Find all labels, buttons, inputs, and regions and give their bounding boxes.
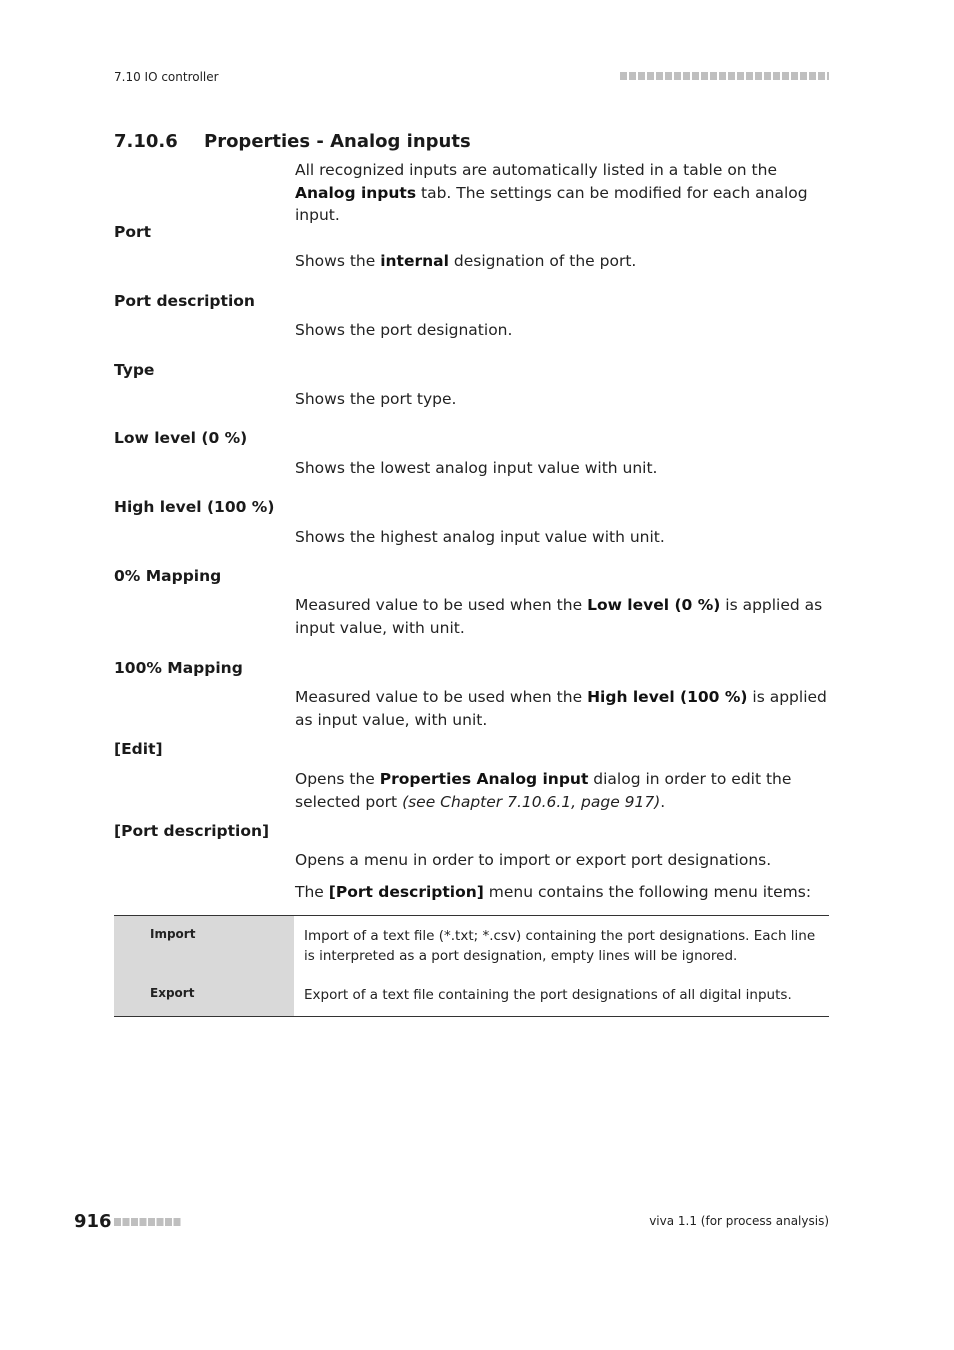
desc-edit-button: Opens the Properties Analog input dialog in order to edit the selected port (see Chapter 7.10.6.1, page 917). xyxy=(295,770,792,811)
menu-intro-paragraph: The [Port description] menu contains the following menu items: xyxy=(295,883,812,901)
section-number: 7.10.6 xyxy=(114,131,178,152)
desc-port-description-button: Opens a menu in order to import or export port designations. xyxy=(295,851,772,869)
desc-low-level: Shows the lowest analog input value with unit. xyxy=(295,459,658,477)
footer-product-name: viva 1.1 (for process analysis) xyxy=(649,1214,829,1228)
page-number: 916 xyxy=(74,1211,112,1232)
chapter-crossref-link[interactable]: (see Chapter 7.10.6.1, page 917) xyxy=(402,792,661,811)
desc-0-mapping: Measured value to be used when the Low level (0 %) is applied as input value, with unit. xyxy=(295,596,823,637)
term-0-mapping: 0% Mapping xyxy=(114,567,222,585)
header-dots-decoration xyxy=(620,72,829,80)
desc-port-description: Shows the port designation. xyxy=(295,321,513,339)
term-port-description: Port description xyxy=(114,292,255,310)
term-edit-button: [Edit] xyxy=(114,740,163,758)
section-title: Properties - Analog inputs xyxy=(204,131,471,152)
term-type: Type xyxy=(114,361,155,379)
intro-paragraph: All recognized inputs are automatically listed in a table on the Analog inputs tab. The settings can be modified for each analog input. xyxy=(295,161,808,224)
term-port-description-button: [Port description] xyxy=(114,822,270,840)
desc-type: Shows the port type. xyxy=(295,390,457,408)
table-row-import-label: Import xyxy=(150,927,196,941)
table-row-export-description: Export of a text file containing the port designations of all digital inputs. xyxy=(304,987,792,1003)
table-row-export-label: Export xyxy=(150,986,195,1000)
term-port: Port xyxy=(114,223,152,241)
desc-100-mapping: Measured value to be used when the High level (100 %) is applied as input value, with unit. xyxy=(295,688,827,729)
term-high-level: High level (100 %) xyxy=(114,498,275,516)
menu-items-table xyxy=(114,915,829,1017)
header-section-ref: 7.10 IO controller xyxy=(114,70,219,84)
table-label-column xyxy=(114,916,294,1016)
term-low-level: Low level (0 %) xyxy=(114,429,248,447)
desc-port: Shows the internal designation of the port. xyxy=(295,252,637,270)
term-100-mapping: 100% Mapping xyxy=(114,659,243,677)
footer-dots-decoration xyxy=(114,1218,181,1226)
table-row-import-description: Import of a text file (*.txt; *.csv) containing the port designations. Each line is interpreted as a port designation, empty lines will be ignored. xyxy=(304,928,816,964)
desc-high-level: Shows the highest analog input value with unit. xyxy=(295,528,665,546)
